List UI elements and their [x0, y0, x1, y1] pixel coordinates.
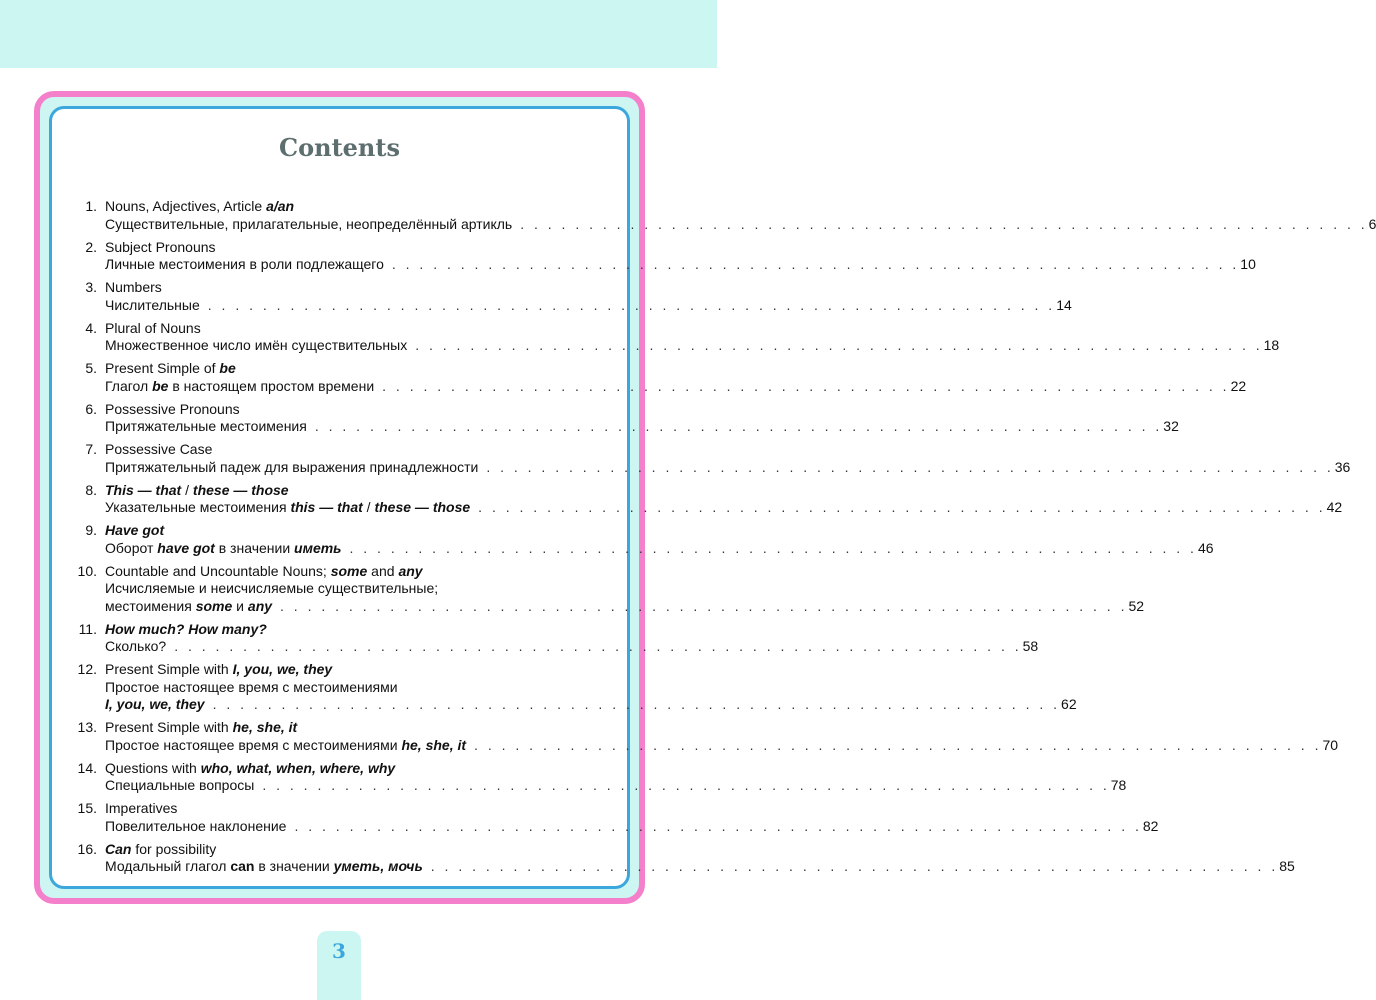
toc-entry-title-ru	[105, 736, 1339, 754]
toc-entry-description	[105, 255, 384, 273]
leader-dots: . . . . . . . . . . . . . . . . . . . . . . . . . . . . . . . . . . . . . . . . . . . . . . . . . . . . . . . . . . . . . .	[478, 499, 1326, 515]
toc-text: Простое настоящее время с местоимениями	[105, 736, 402, 753]
toc-text: Личные местоимения в роли подлежащего	[105, 256, 384, 272]
toc-term: Have got	[105, 522, 165, 538]
toc-entry[interactable]	[52, 197, 1376, 232]
toc-entry[interactable]	[52, 238, 1256, 273]
toc-page-number: 14	[1056, 296, 1072, 313]
toc-entry-number: 11.	[78, 620, 97, 637]
toc-text: Present Simple of	[105, 360, 220, 376]
toc-page-number: 46	[1197, 539, 1214, 556]
toc-entry-title-en	[105, 562, 609, 580]
toc-page-number: 85	[1279, 858, 1295, 874]
toc-text: for possibility	[131, 840, 217, 857]
toc-entry-title-ru	[105, 458, 1351, 476]
toc-text: Притяжательные местоимения	[105, 418, 307, 434]
toc-entry-description	[105, 336, 407, 354]
toc-text: Countable and Uncountable Nouns;	[105, 562, 331, 579]
toc-entry-number: 12.	[77, 661, 97, 677]
leader-dots: . . . . . . . . . . . . . . . . . . . . . . . . . . . . . . . . . . . . . . . . . . . . . . . . . . . . . . . . . . . . . .	[382, 377, 1230, 394]
toc-entry-title-ru	[105, 215, 1376, 233]
toc-term: How much? How many?	[105, 620, 267, 637]
toc-entry[interactable]	[52, 359, 1247, 394]
toc-entry-description	[105, 215, 512, 233]
toc-text: Притяжательный падеж для выражения принадлежности	[105, 458, 479, 475]
toc-entry-description	[105, 458, 478, 476]
toc-entry-description	[105, 377, 374, 395]
toc-entry[interactable]	[52, 620, 1039, 655]
toc-text: /	[181, 481, 193, 498]
toc-entry-title-ru	[105, 857, 1295, 875]
toc-page-number: 36	[1334, 458, 1351, 475]
leader-dots: . . . . . . . . . . . . . . . . . . . . . . . . . . . . . . . . . . . . . . . . . . . . . . . . . . . . . . . . . . . . . .	[207, 296, 1056, 313]
toc-page-number: 82	[1142, 817, 1159, 834]
toc-page-number: 42	[1326, 499, 1343, 515]
leader-dots: . . . . . . . . . . . . . . . . . . . . . . . . . . . . . . . . . . . . . . . . . . . . . . . . . . . . . . . . . . . . . .	[262, 777, 1110, 793]
top-color-band	[0, 0, 717, 68]
toc-entry-title-en	[105, 620, 609, 638]
toc-entry[interactable]	[52, 319, 1280, 354]
toc-entry-title-ru	[105, 597, 1145, 615]
toc-term: these — those	[192, 481, 289, 498]
toc-entry[interactable]	[52, 718, 1339, 753]
toc-entry-title-en	[105, 440, 609, 458]
toc-page-number: 70	[1322, 736, 1339, 753]
toc-term: can	[230, 858, 255, 874]
toc-entry-description	[105, 597, 272, 615]
toc-text: в значении	[214, 539, 295, 556]
toc-term: I, you, we, they	[105, 696, 205, 712]
toc-text: Сколько?	[105, 638, 167, 654]
toc-entry[interactable]	[52, 840, 1295, 875]
toc-text: /	[362, 499, 375, 515]
toc-entry-description	[105, 776, 254, 794]
toc-entry-number: 6.	[85, 400, 97, 417]
toc-entry-title-en	[105, 799, 609, 817]
toc-entry-number: 13.	[77, 719, 97, 735]
toc-entry-title-ru	[105, 417, 1179, 435]
toc-term: иметь	[294, 539, 342, 556]
toc-entry-title-ru	[105, 776, 1127, 794]
toc-text: Present Simple with	[105, 661, 233, 677]
toc-text: Специальные вопросы	[105, 777, 255, 793]
toc-text: в настоящем простом времени	[168, 377, 375, 394]
toc-page-number: 78	[1110, 777, 1127, 793]
leader-dots: . . . . . . . . . . . . . . . . . . . . . . . . . . . . . . . . . . . . . . . . . . . . . . . . . . . . . . . . . . . . . .	[280, 597, 1128, 614]
toc-term: he, she, it	[401, 736, 467, 753]
toc-text: в значении	[254, 858, 334, 874]
toc-entry-title-en	[105, 197, 609, 215]
toc-entry[interactable]	[52, 660, 1077, 713]
toc-term: a/an	[266, 198, 295, 214]
toc-term: any	[247, 597, 273, 614]
toc-entry-title-en	[105, 359, 609, 377]
toc-text: and	[367, 562, 399, 579]
toc-term: have got	[157, 539, 215, 556]
toc-entry-description	[105, 817, 286, 835]
toc-page-number: 58	[1022, 638, 1039, 654]
toc-entry-title-ru	[105, 255, 1256, 273]
toc-entry-subtitle	[105, 579, 609, 597]
toc-entry-number: 10.	[77, 562, 97, 579]
leader-dots: . . . . . . . . . . . . . . . . . . . . . . . . . . . . . . . . . . . . . . . . . . . . . . . . . . . . . . . . . . . . . .	[174, 638, 1022, 654]
toc-entry-title-en	[105, 660, 609, 678]
toc-page-number: 10	[1240, 256, 1256, 272]
toc-term: who, what, when, where, why	[200, 759, 396, 776]
toc-page-number: 6	[1368, 215, 1376, 232]
leader-dots: . . . . . . . . . . . . . . . . . . . . . . . . . . . . . . . . . . . . . . . . . . . . . . . . . . . . . . . . . . . . . .	[430, 858, 1279, 874]
toc-entry-description	[105, 417, 307, 435]
toc-entry-number: 8.	[85, 481, 97, 498]
toc-term: Can	[105, 840, 132, 857]
toc-page-number: 22	[1230, 377, 1247, 394]
toc-entry-title-en	[105, 759, 609, 777]
toc-entry-description	[105, 695, 205, 713]
toc-entry-number: 1.	[85, 198, 97, 214]
leader-dots: . . . . . . . . . . . . . . . . . . . . . . . . . . . . . . . . . . . . . . . . . . . . . . . . . . . . . . . . . . . . . .	[474, 736, 1322, 753]
toc-entry-title-ru	[105, 539, 1214, 557]
toc-entry-subtitle	[105, 678, 609, 696]
toc-entry-description	[105, 637, 166, 655]
page-title: Contents	[279, 133, 400, 162]
toc-text: Числительные	[105, 296, 200, 313]
toc-entry[interactable]	[52, 759, 1127, 794]
toc-entry-title-en	[105, 400, 609, 418]
toc-entry-title-en	[105, 278, 609, 296]
page-number: 3	[317, 931, 361, 1000]
toc-entry-title-ru	[105, 695, 1077, 713]
toc-text: Plural of Nouns	[105, 319, 201, 336]
toc-entry-title-en	[105, 521, 609, 539]
toc-text: Оборот	[105, 539, 158, 556]
toc-page-number: 52	[1128, 597, 1145, 614]
toc-entry-number: 15.	[77, 800, 97, 816]
leader-dots: . . . . . . . . . . . . . . . . . . . . . . . . . . . . . . . . . . . . . . . . . . . . . . . . . . . . . . . . . . . . . .	[314, 418, 1163, 434]
leader-dots: . . . . . . . . . . . . . . . . . . . . . . . . . . . . . . . . . . . . . . . . . . . . . . . . . . . . . . . . . . . . . .	[349, 539, 1197, 556]
toc-entry-title-ru	[105, 637, 1039, 655]
toc-text: Множественное число имён существительных	[105, 337, 408, 353]
toc-term: be	[219, 360, 236, 376]
toc-text: Исчисляемые и неисчисляемые существительные;	[105, 580, 439, 596]
toc-entry-description	[105, 539, 342, 557]
toc-entry-number: 4.	[85, 319, 97, 336]
toc-text: местоимения	[105, 597, 196, 614]
toc-entry-title-ru	[105, 377, 1247, 395]
toc-text: Subject Pronouns	[105, 238, 216, 255]
toc-entry[interactable]	[52, 440, 1351, 475]
toc-entry[interactable]	[52, 562, 1145, 615]
toc-entry-description	[105, 498, 470, 516]
toc-text: Numbers	[105, 279, 162, 295]
toc-page-number: 18	[1263, 337, 1280, 353]
toc-term: some	[330, 562, 368, 579]
toc-entry[interactable]	[52, 400, 1179, 435]
leader-dots: . . . . . . . . . . . . . . . . . . . . . . . . . . . . . . . . . . . . . . . . . . . . . . . . . . . . . . . . . . . . . .	[212, 696, 1061, 712]
toc-text: Повелительное наклонение	[105, 817, 287, 834]
toc-entry[interactable]	[52, 481, 1343, 516]
toc-entry-title-en	[105, 319, 609, 337]
toc-term: some	[195, 597, 233, 614]
toc-entry-number: 2.	[85, 238, 97, 255]
toc-entry-number: 16.	[77, 840, 97, 857]
toc-term: I, you, we, they	[232, 661, 333, 677]
toc-text: Простое настоящее время с местоимениями	[105, 678, 398, 695]
toc-entry-number: 5.	[85, 360, 97, 376]
leader-dots: . . . . . . . . . . . . . . . . . . . . . . . . . . . . . . . . . . . . . . . . . . . . . . . . . . . . . . . . . . . . . .	[415, 337, 1263, 353]
toc-entry-title-ru	[105, 817, 1159, 835]
table-of-contents	[52, 109, 1376, 886]
leader-dots: . . . . . . . . . . . . . . . . . . . . . . . . . . . . . . . . . . . . . . . . . . . . . . . . . . . . . . . . . . . . . .	[391, 256, 1240, 272]
toc-text: Questions with	[105, 759, 201, 776]
toc-term: this — that	[290, 499, 363, 515]
toc-entry-description	[105, 296, 200, 314]
toc-text: Possessive Pronouns	[105, 400, 240, 417]
toc-page-number: 62	[1061, 696, 1077, 712]
toc-entry-description	[105, 857, 423, 875]
toc-text: Существительные, прилагательные, неопределённый артикль	[105, 215, 513, 232]
toc-entry-number: 14.	[77, 759, 97, 776]
leader-dots: . . . . . . . . . . . . . . . . . . . . . . . . . . . . . . . . . . . . . . . . . . . . . . . . . . . . . . . . . . . . . .	[520, 215, 1368, 232]
toc-entry-title-ru	[105, 498, 1343, 516]
toc-entry[interactable]	[52, 799, 1159, 834]
toc-entry-title-en	[105, 238, 609, 256]
contents-outer-frame	[34, 91, 1376, 904]
toc-entry-title-ru	[105, 296, 1072, 314]
toc-entry-description	[105, 736, 466, 754]
toc-term: he, she, it	[232, 719, 298, 735]
toc-text: Present Simple with	[105, 719, 233, 735]
toc-text: Глагол	[105, 377, 153, 394]
toc-text: Nouns, Adjectives, Article	[105, 198, 267, 214]
toc-term: be	[152, 377, 169, 394]
toc-entry[interactable]	[52, 521, 1214, 556]
toc-entry[interactable]	[52, 278, 1072, 313]
toc-text: Imperatives	[105, 800, 178, 816]
toc-entry-title-en	[105, 718, 609, 736]
toc-text: и	[232, 597, 248, 614]
toc-term: these — those	[374, 499, 471, 515]
toc-entry-number: 3.	[85, 279, 97, 295]
toc-text: Указательные местоимения	[105, 499, 291, 515]
toc-term: уметь, мочь	[333, 858, 423, 874]
toc-text: Модальный глагол	[105, 858, 231, 874]
toc-entry-title-ru	[105, 336, 1280, 354]
toc-entry-title-en	[105, 481, 609, 499]
toc-page-number: 32	[1163, 418, 1179, 434]
leader-dots: . . . . . . . . . . . . . . . . . . . . . . . . . . . . . . . . . . . . . . . . . . . . . . . . . . . . . . . . . . . . . .	[294, 817, 1142, 834]
toc-entry-number: 9.	[85, 522, 97, 538]
toc-term: This — that	[105, 481, 182, 498]
leader-dots: . . . . . . . . . . . . . . . . . . . . . . . . . . . . . . . . . . . . . . . . . . . . . . . . . . . . . . . . . . . . . .	[486, 458, 1334, 475]
toc-text: Possessive Case	[105, 441, 213, 457]
toc-term: any	[398, 562, 423, 579]
toc-entry-title-en	[105, 840, 609, 858]
toc-entry-number: 7.	[85, 441, 97, 457]
contents-panel	[49, 106, 1376, 889]
